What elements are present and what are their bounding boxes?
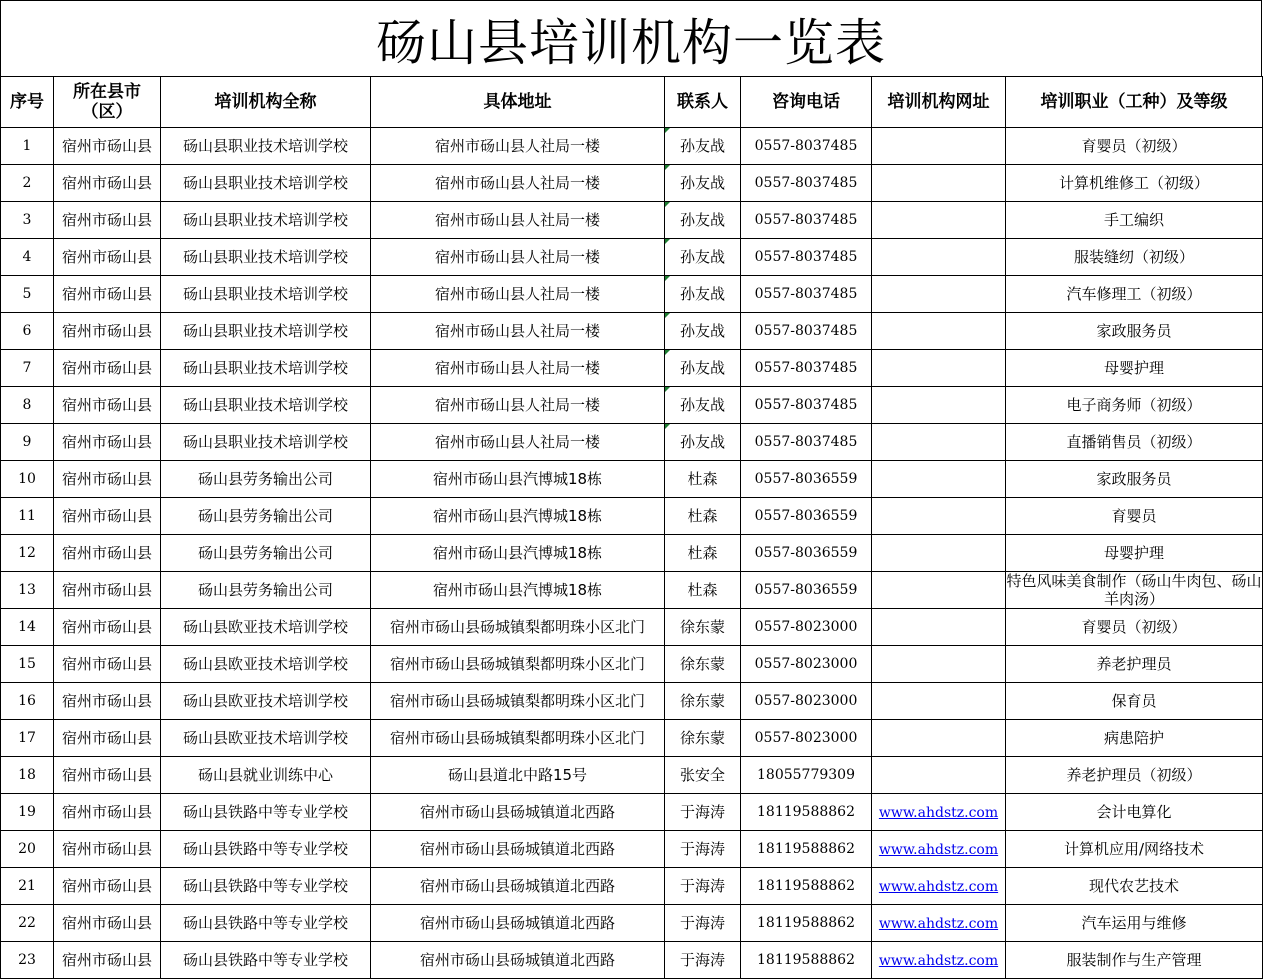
org-name-cell[interactable]: 砀山县劳务输出公司 <box>161 461 371 498</box>
address-cell[interactable]: 宿州市砀山县砀城镇梨都明珠小区北门 <box>371 683 665 720</box>
contact-cell[interactable]: 徐东蒙 <box>665 720 741 757</box>
url-cell[interactable] <box>872 535 1006 572</box>
table-row <box>1 239 1263 276</box>
contact-cell[interactable]: 张安全 <box>665 757 741 794</box>
org-name-cell[interactable]: 砀山县职业技术培训学校 <box>161 424 371 461</box>
row-number-cell[interactable]: 21 <box>1 868 54 905</box>
contact-cell[interactable]: 杜森 <box>665 498 741 535</box>
org-name-cell[interactable]: 砀山县劳务输出公司 <box>161 535 371 572</box>
row-number-cell[interactable]: 7 <box>1 350 54 387</box>
phone-cell[interactable]: 0557-8023000 <box>741 683 872 720</box>
org-name-cell[interactable]: 砀山县铁路中等专业学校 <box>161 905 371 942</box>
header-contact[interactable]: 联系人 <box>665 77 741 128</box>
url-cell[interactable] <box>872 350 1006 387</box>
address-cell[interactable]: 宿州市砀山县人社局一楼 <box>371 276 665 313</box>
table-row <box>1 424 1263 461</box>
phone-cell[interactable]: 18119588862 <box>741 831 872 868</box>
county-cell[interactable]: 宿州市砀山县 <box>54 572 161 609</box>
comment-indicator-icon <box>665 424 670 429</box>
contact-cell[interactable]: 于海涛 <box>665 831 741 868</box>
address-cell[interactable]: 宿州市砀山县人社局一楼 <box>371 128 665 165</box>
contact-cell[interactable]: 于海涛 <box>665 794 741 831</box>
comment-indicator-icon <box>665 128 670 133</box>
phone-cell[interactable]: 0557-8036559 <box>741 498 872 535</box>
address-cell[interactable]: 宿州市砀山县汽博城18栋 <box>371 461 665 498</box>
org-name-cell[interactable]: 砀山县铁路中等专业学校 <box>161 868 371 905</box>
county-cell[interactable]: 宿州市砀山县 <box>54 276 161 313</box>
contact-name: 孙友战 <box>679 322 725 340</box>
url-cell[interactable] <box>872 757 1006 794</box>
contact-cell[interactable] <box>665 128 741 165</box>
address-cell[interactable]: 宿州市砀山县人社局一楼 <box>371 387 665 424</box>
contact-cell[interactable]: 于海涛 <box>665 905 741 942</box>
county-cell[interactable]: 宿州市砀山县 <box>54 942 161 979</box>
url-cell[interactable] <box>872 128 1006 165</box>
phone-cell[interactable]: 0557-8037485 <box>741 387 872 424</box>
contact-name: 孙友战 <box>679 211 725 229</box>
row-number-cell[interactable]: 13 <box>1 572 54 609</box>
org-name-cell[interactable]: 砀山县职业技术培训学校 <box>161 276 371 313</box>
table-row <box>1 535 1263 572</box>
row-number-cell[interactable]: 12 <box>1 535 54 572</box>
comment-indicator-icon <box>665 239 670 244</box>
url-cell[interactable] <box>872 646 1006 683</box>
address-cell[interactable]: 宿州市砀山县人社局一楼 <box>371 202 665 239</box>
contact-cell[interactable] <box>665 202 741 239</box>
phone-cell[interactable]: 0557-8023000 <box>741 646 872 683</box>
contact-cell[interactable] <box>665 424 741 461</box>
contact-cell[interactable]: 于海涛 <box>665 942 741 979</box>
job-cell[interactable]: 养老护理员（初级） <box>1006 757 1263 794</box>
header-county[interactable]: 所在县市（区） <box>54 77 161 128</box>
org-name-cell[interactable]: 砀山县职业技术培训学校 <box>161 165 371 202</box>
county-cell[interactable]: 宿州市砀山县 <box>54 683 161 720</box>
comment-indicator-icon <box>665 350 670 355</box>
phone-cell[interactable]: 0557-8023000 <box>741 720 872 757</box>
org-name-cell[interactable]: 砀山县欧亚技术培训学校 <box>161 609 371 646</box>
header-row <box>1 77 1263 128</box>
url-cell[interactable] <box>872 868 1006 905</box>
phone-cell[interactable]: 0557-8037485 <box>741 276 872 313</box>
org-name-cell[interactable]: 砀山县职业技术培训学校 <box>161 350 371 387</box>
phone-cell[interactable]: 18119588862 <box>741 794 872 831</box>
address-cell[interactable]: 宿州市砀山县砀城镇道北西路 <box>371 831 665 868</box>
job-cell[interactable]: 直播销售员（初级） <box>1006 424 1263 461</box>
comment-indicator-icon <box>665 387 670 392</box>
website-link[interactable]: www.ahdstz.com <box>878 804 999 821</box>
job-cell[interactable]: 母婴护理 <box>1006 535 1263 572</box>
table-row <box>1 683 1263 720</box>
phone-cell[interactable]: 0557-8037485 <box>741 239 872 276</box>
row-number-cell[interactable]: 14 <box>1 609 54 646</box>
contact-cell[interactable] <box>665 387 741 424</box>
table-row <box>1 905 1263 942</box>
contact-cell[interactable]: 于海涛 <box>665 868 741 905</box>
row-number-cell[interactable]: 3 <box>1 202 54 239</box>
org-name-cell[interactable]: 砀山县职业技术培训学校 <box>161 239 371 276</box>
table-row <box>1 128 1263 165</box>
url-cell[interactable] <box>872 720 1006 757</box>
header-org[interactable]: 培训机构全称 <box>161 77 371 128</box>
job-cell[interactable]: 养老护理员 <box>1006 646 1263 683</box>
institution-table <box>0 76 1263 979</box>
contact-name: 孙友战 <box>679 174 725 192</box>
table-row <box>1 313 1263 350</box>
org-name-cell[interactable]: 砀山县铁路中等专业学校 <box>161 942 371 979</box>
contact-cell[interactable]: 徐东蒙 <box>665 609 741 646</box>
job-cell[interactable]: 特色风味美食制作（砀山牛肉包、砀山羊肉汤） <box>1006 572 1262 608</box>
job-cell[interactable]: 家政服务员 <box>1006 461 1263 498</box>
org-name-cell[interactable]: 砀山县铁路中等专业学校 <box>161 831 371 868</box>
job-cell[interactable]: 育婴员（初级） <box>1006 609 1263 646</box>
address-cell[interactable]: 砀山县道北中路15号 <box>371 757 665 794</box>
address-cell[interactable]: 宿州市砀山县砀城镇梨都明珠小区北门 <box>371 646 665 683</box>
address-cell[interactable]: 宿州市砀山县砀城镇梨都明珠小区北门 <box>371 609 665 646</box>
phone-cell[interactable]: 18119588862 <box>741 905 872 942</box>
address-cell[interactable]: 宿州市砀山县汽博城18栋 <box>371 535 665 572</box>
job-cell[interactable]: 计算机维修工（初级） <box>1006 165 1263 202</box>
job-cell[interactable]: 家政服务员 <box>1006 313 1263 350</box>
address-cell[interactable]: 宿州市砀山县人社局一楼 <box>371 424 665 461</box>
header-phone[interactable]: 咨询电话 <box>741 77 872 128</box>
job-cell[interactable]: 服装制作与生产管理 <box>1006 942 1263 979</box>
table-row <box>1 461 1263 498</box>
table-body <box>1 128 1263 979</box>
header-job[interactable]: 培训职业（工种）及等级 <box>1006 77 1263 128</box>
county-cell[interactable]: 宿州市砀山县 <box>54 461 161 498</box>
org-name-cell[interactable]: 砀山县职业技术培训学校 <box>161 202 371 239</box>
county-cell[interactable]: 宿州市砀山县 <box>54 128 161 165</box>
org-name-cell[interactable]: 砀山县职业技术培训学校 <box>161 313 371 350</box>
website-link[interactable]: www.ahdstz.com <box>878 878 999 895</box>
job-cell[interactable]: 电子商务师（初级） <box>1006 387 1263 424</box>
row-number-cell[interactable]: 2 <box>1 165 54 202</box>
address-cell[interactable]: 宿州市砀山县砀城镇道北西路 <box>371 868 665 905</box>
county-cell[interactable]: 宿州市砀山县 <box>54 831 161 868</box>
row-number-cell[interactable]: 10 <box>1 461 54 498</box>
job-cell[interactable]: 汽车修理工（初级） <box>1006 276 1263 313</box>
row-number-cell[interactable]: 6 <box>1 313 54 350</box>
url-cell[interactable] <box>872 387 1006 424</box>
org-name-cell[interactable]: 砀山县职业技术培训学校 <box>161 387 371 424</box>
url-cell[interactable] <box>872 683 1006 720</box>
county-cell[interactable]: 宿州市砀山县 <box>54 165 161 202</box>
phone-cell[interactable]: 0557-8037485 <box>741 165 872 202</box>
table-row <box>1 868 1263 905</box>
address-cell[interactable]: 宿州市砀山县人社局一楼 <box>371 239 665 276</box>
phone-cell[interactable]: 0557-8037485 <box>741 128 872 165</box>
org-name-cell[interactable]: 砀山县欧亚技术培训学校 <box>161 646 371 683</box>
address-cell[interactable]: 宿州市砀山县砀城镇道北西路 <box>371 794 665 831</box>
county-cell[interactable]: 宿州市砀山县 <box>54 609 161 646</box>
phone-cell[interactable]: 0557-8037485 <box>741 202 872 239</box>
org-name-cell[interactable]: 砀山县职业技术培训学校 <box>161 128 371 165</box>
address-cell[interactable]: 宿州市砀山县人社局一楼 <box>371 350 665 387</box>
comment-indicator-icon <box>665 313 670 318</box>
phone-cell[interactable]: 0557-8036559 <box>741 572 872 609</box>
county-cell[interactable]: 宿州市砀山县 <box>54 905 161 942</box>
website-link[interactable]: www.ahdstz.com <box>878 915 999 932</box>
contact-name: 孙友战 <box>679 137 725 155</box>
website-link[interactable]: www.ahdstz.com <box>878 952 999 969</box>
table-row <box>1 609 1263 646</box>
row-number-cell[interactable]: 19 <box>1 794 54 831</box>
county-cell[interactable]: 宿州市砀山县 <box>54 313 161 350</box>
address-cell[interactable]: 宿州市砀山县汽博城18栋 <box>371 498 665 535</box>
website-link[interactable]: www.ahdstz.com <box>878 841 999 858</box>
phone-cell[interactable]: 18055779309 <box>741 757 872 794</box>
county-cell[interactable]: 宿州市砀山县 <box>54 757 161 794</box>
row-number-cell[interactable]: 1 <box>1 128 54 165</box>
contact-cell[interactable]: 杜森 <box>665 572 741 609</box>
contact-cell[interactable] <box>665 313 741 350</box>
url-cell[interactable] <box>872 276 1006 313</box>
row-number-cell[interactable]: 22 <box>1 905 54 942</box>
row-number-cell[interactable]: 9 <box>1 424 54 461</box>
url-cell[interactable] <box>872 239 1006 276</box>
org-name-cell[interactable]: 砀山县劳务输出公司 <box>161 572 371 609</box>
comment-indicator-icon <box>665 165 670 170</box>
row-number-cell[interactable]: 11 <box>1 498 54 535</box>
url-cell[interactable] <box>872 609 1006 646</box>
contact-cell[interactable] <box>665 350 741 387</box>
county-cell[interactable]: 宿州市砀山县 <box>54 202 161 239</box>
county-cell[interactable]: 宿州市砀山县 <box>54 239 161 276</box>
org-name-cell[interactable]: 砀山县欧亚技术培训学校 <box>161 683 371 720</box>
job-cell[interactable]: 育婴员（初级） <box>1006 128 1263 165</box>
county-cell[interactable]: 宿州市砀山县 <box>54 387 161 424</box>
header-url[interactable]: 培训机构网址 <box>872 77 1006 128</box>
address-cell[interactable]: 宿州市砀山县汽博城18栋 <box>371 572 665 609</box>
table-row <box>1 276 1263 313</box>
contact-cell[interactable]: 徐东蒙 <box>665 683 741 720</box>
county-cell[interactable]: 宿州市砀山县 <box>54 350 161 387</box>
row-number-cell[interactable]: 4 <box>1 239 54 276</box>
phone-cell[interactable]: 0557-8037485 <box>741 350 872 387</box>
table-row <box>1 757 1263 794</box>
table-row <box>1 202 1263 239</box>
job-cell[interactable]: 会计电算化 <box>1006 794 1263 831</box>
header-no[interactable]: 序号 <box>1 77 54 128</box>
address-cell[interactable]: 宿州市砀山县砀城镇梨都明珠小区北门 <box>371 720 665 757</box>
county-cell[interactable]: 宿州市砀山县 <box>54 868 161 905</box>
org-name-cell[interactable]: 砀山县铁路中等专业学校 <box>161 794 371 831</box>
comment-indicator-icon <box>665 276 670 281</box>
table-row <box>1 165 1263 202</box>
row-number-cell[interactable]: 20 <box>1 831 54 868</box>
url-cell[interactable] <box>872 942 1006 979</box>
header-address[interactable]: 具体地址 <box>371 77 665 128</box>
address-cell[interactable]: 宿州市砀山县人社局一楼 <box>371 313 665 350</box>
county-cell[interactable]: 宿州市砀山县 <box>54 794 161 831</box>
table-row <box>1 831 1263 868</box>
row-number-cell[interactable]: 15 <box>1 646 54 683</box>
address-cell[interactable]: 宿州市砀山县砀城镇道北西路 <box>371 905 665 942</box>
row-number-cell[interactable]: 5 <box>1 276 54 313</box>
job-cell[interactable]: 计算机应用/网络技术 <box>1006 831 1263 868</box>
table-row <box>1 498 1263 535</box>
contact-name: 孙友战 <box>679 396 725 414</box>
contact-name: 孙友战 <box>679 248 725 266</box>
table-row <box>1 646 1263 683</box>
url-cell[interactable] <box>872 424 1006 461</box>
county-cell[interactable]: 宿州市砀山县 <box>54 498 161 535</box>
contact-cell[interactable]: 徐东蒙 <box>665 646 741 683</box>
url-cell[interactable] <box>872 313 1006 350</box>
contact-cell[interactable]: 杜森 <box>665 461 741 498</box>
job-cell[interactable]: 汽车运用与维修 <box>1006 905 1263 942</box>
page-title: 砀山县培训机构一览表 <box>0 0 1262 76</box>
url-cell[interactable] <box>872 572 1006 609</box>
phone-cell[interactable]: 0557-8036559 <box>741 461 872 498</box>
contact-cell[interactable] <box>665 239 741 276</box>
row-number-cell[interactable]: 17 <box>1 720 54 757</box>
org-name-cell[interactable]: 砀山县劳务输出公司 <box>161 498 371 535</box>
phone-cell[interactable]: 0557-8023000 <box>741 609 872 646</box>
row-number-cell[interactable]: 23 <box>1 942 54 979</box>
job-cell[interactable]: 手工编织 <box>1006 202 1263 239</box>
job-cell[interactable]: 病患陪护 <box>1006 720 1263 757</box>
url-cell[interactable] <box>872 461 1006 498</box>
row-number-cell[interactable]: 18 <box>1 757 54 794</box>
job-cell[interactable]: 母婴护理 <box>1006 350 1263 387</box>
url-cell[interactable] <box>872 794 1006 831</box>
phone-cell[interactable]: 0557-8037485 <box>741 424 872 461</box>
contact-name: 孙友战 <box>679 433 725 451</box>
row-number-cell[interactable]: 8 <box>1 387 54 424</box>
contact-cell[interactable] <box>665 165 741 202</box>
county-cell[interactable]: 宿州市砀山县 <box>54 535 161 572</box>
phone-cell[interactable]: 18119588862 <box>741 868 872 905</box>
table-row <box>1 387 1263 424</box>
job-cell[interactable]: 服装缝纫（初级） <box>1006 239 1263 276</box>
org-name-cell[interactable]: 砀山县欧亚技术培训学校 <box>161 720 371 757</box>
job-cell[interactable]: 育婴员 <box>1006 498 1263 535</box>
table-row <box>1 794 1263 831</box>
org-name-cell[interactable]: 砀山县就业训练中心 <box>161 757 371 794</box>
job-cell[interactable]: 保育员 <box>1006 683 1263 720</box>
county-cell[interactable]: 宿州市砀山县 <box>54 720 161 757</box>
phone-cell[interactable]: 18119588862 <box>741 942 872 979</box>
table-row <box>1 572 1263 609</box>
url-cell[interactable] <box>872 905 1006 942</box>
job-cell[interactable]: 现代农艺技术 <box>1006 868 1263 905</box>
comment-indicator-icon <box>665 202 670 207</box>
county-cell[interactable]: 宿州市砀山县 <box>54 646 161 683</box>
contact-cell[interactable]: 杜森 <box>665 535 741 572</box>
phone-cell[interactable]: 0557-8037485 <box>741 313 872 350</box>
contact-name: 孙友战 <box>679 359 725 377</box>
table-row <box>1 350 1263 387</box>
url-cell[interactable] <box>872 202 1006 239</box>
address-cell[interactable]: 宿州市砀山县砀城镇道北西路 <box>371 942 665 979</box>
url-cell[interactable] <box>872 498 1006 535</box>
county-cell[interactable]: 宿州市砀山县 <box>54 424 161 461</box>
table-row <box>1 942 1263 979</box>
table-row <box>1 720 1263 757</box>
contact-cell[interactable] <box>665 276 741 313</box>
address-cell[interactable]: 宿州市砀山县人社局一楼 <box>371 165 665 202</box>
url-cell[interactable] <box>872 831 1006 868</box>
url-cell[interactable] <box>872 165 1006 202</box>
phone-cell[interactable]: 0557-8036559 <box>741 535 872 572</box>
contact-name: 孙友战 <box>679 285 725 303</box>
row-number-cell[interactable]: 16 <box>1 683 54 720</box>
